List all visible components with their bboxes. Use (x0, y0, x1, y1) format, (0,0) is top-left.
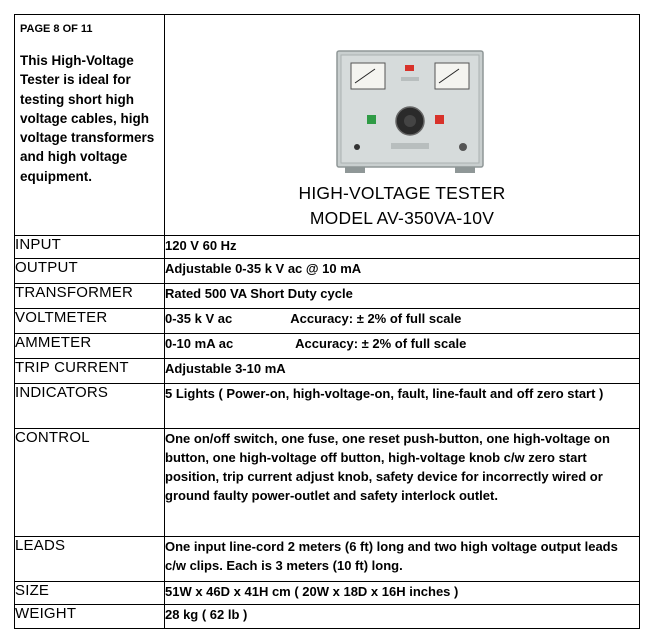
spec-row-trip-current (15, 359, 640, 384)
spec-label: VOLTMETER (15, 309, 165, 334)
spec-value-cell (165, 334, 640, 359)
accuracy-text: Accuracy: ± 2% of full scale (295, 336, 467, 351)
spec-label: TRANSFORMER (15, 284, 165, 309)
spec-value: Adjustable 0-35 k V ac @ 10 mA (165, 259, 640, 284)
header-row (15, 15, 640, 236)
spec-label: LEADS (15, 537, 165, 582)
spec-value: Adjustable 3-10 mA (165, 359, 640, 384)
spec-value: 0-10 mA ac (165, 336, 234, 351)
spec-value: Rated 500 VA Short Duty cycle (165, 284, 640, 309)
spec-label: INPUT (15, 236, 165, 259)
spec-value: 120 V 60 Hz (165, 236, 640, 259)
spec-row-indicators (15, 384, 640, 429)
spec-row-control (15, 429, 640, 537)
spec-table (14, 14, 640, 629)
intro-text: This High-Voltage Tester is ideal for testing short high voltage cables, high voltage transformers and high voltage equipment. (20, 53, 155, 184)
spec-value: 5 Lights ( Power-on, high-voltage-on, fault, line-fault and off zero start ) (165, 384, 640, 429)
spec-row-ammeter (15, 334, 640, 359)
spec-row-transformer (15, 284, 640, 309)
page-label: PAGE 8 OF 11 (20, 23, 93, 35)
spec-value-cell (165, 309, 640, 334)
spec-row-voltmeter (15, 309, 640, 334)
spec-label: SIZE (15, 582, 165, 605)
spec-value: One input line-cord 2 meters (6 ft) long and two high voltage output leads c/w clips. Each is 3 meters (10 ft) long. (165, 537, 640, 582)
spec-row-output (15, 259, 640, 284)
spec-value: 28 kg ( 62 lb ) (165, 605, 640, 629)
spec-row-leads (15, 537, 640, 582)
spec-label: WEIGHT (15, 605, 165, 629)
product-cell (165, 15, 640, 236)
intro-cell (15, 15, 165, 236)
spec-value: One on/off switch, one fuse, one reset push-button, one high-voltage on button, one high-voltage off button, high-voltage knob c/w zero start position, trip current adjust knob, safety device for incorrectly wired or ground faulty power-outlet and safety interlock outlet. (165, 429, 640, 537)
product-title: HIGH-VOLTAGE TESTER (298, 183, 506, 203)
spec-value: 51W x 46D x 41H cm ( 20W x 18D x 16H inches ) (165, 582, 640, 605)
accuracy-text: Accuracy: ± 2% of full scale (290, 311, 462, 326)
spec-label: INDICATORS (15, 384, 165, 429)
spec-label: CONTROL (15, 429, 165, 537)
spec-label: OUTPUT (15, 259, 165, 284)
spec-row-size (15, 582, 640, 605)
spec-label: AMMETER (15, 334, 165, 359)
spec-label: TRIP CURRENT (15, 359, 165, 384)
tester-photo (335, 49, 485, 175)
spec-row-weight (15, 605, 640, 629)
spec-row-input (15, 236, 640, 259)
product-model: MODEL AV-350VA-10V (309, 208, 495, 228)
spec-value: 0-35 k V ac (165, 311, 233, 326)
